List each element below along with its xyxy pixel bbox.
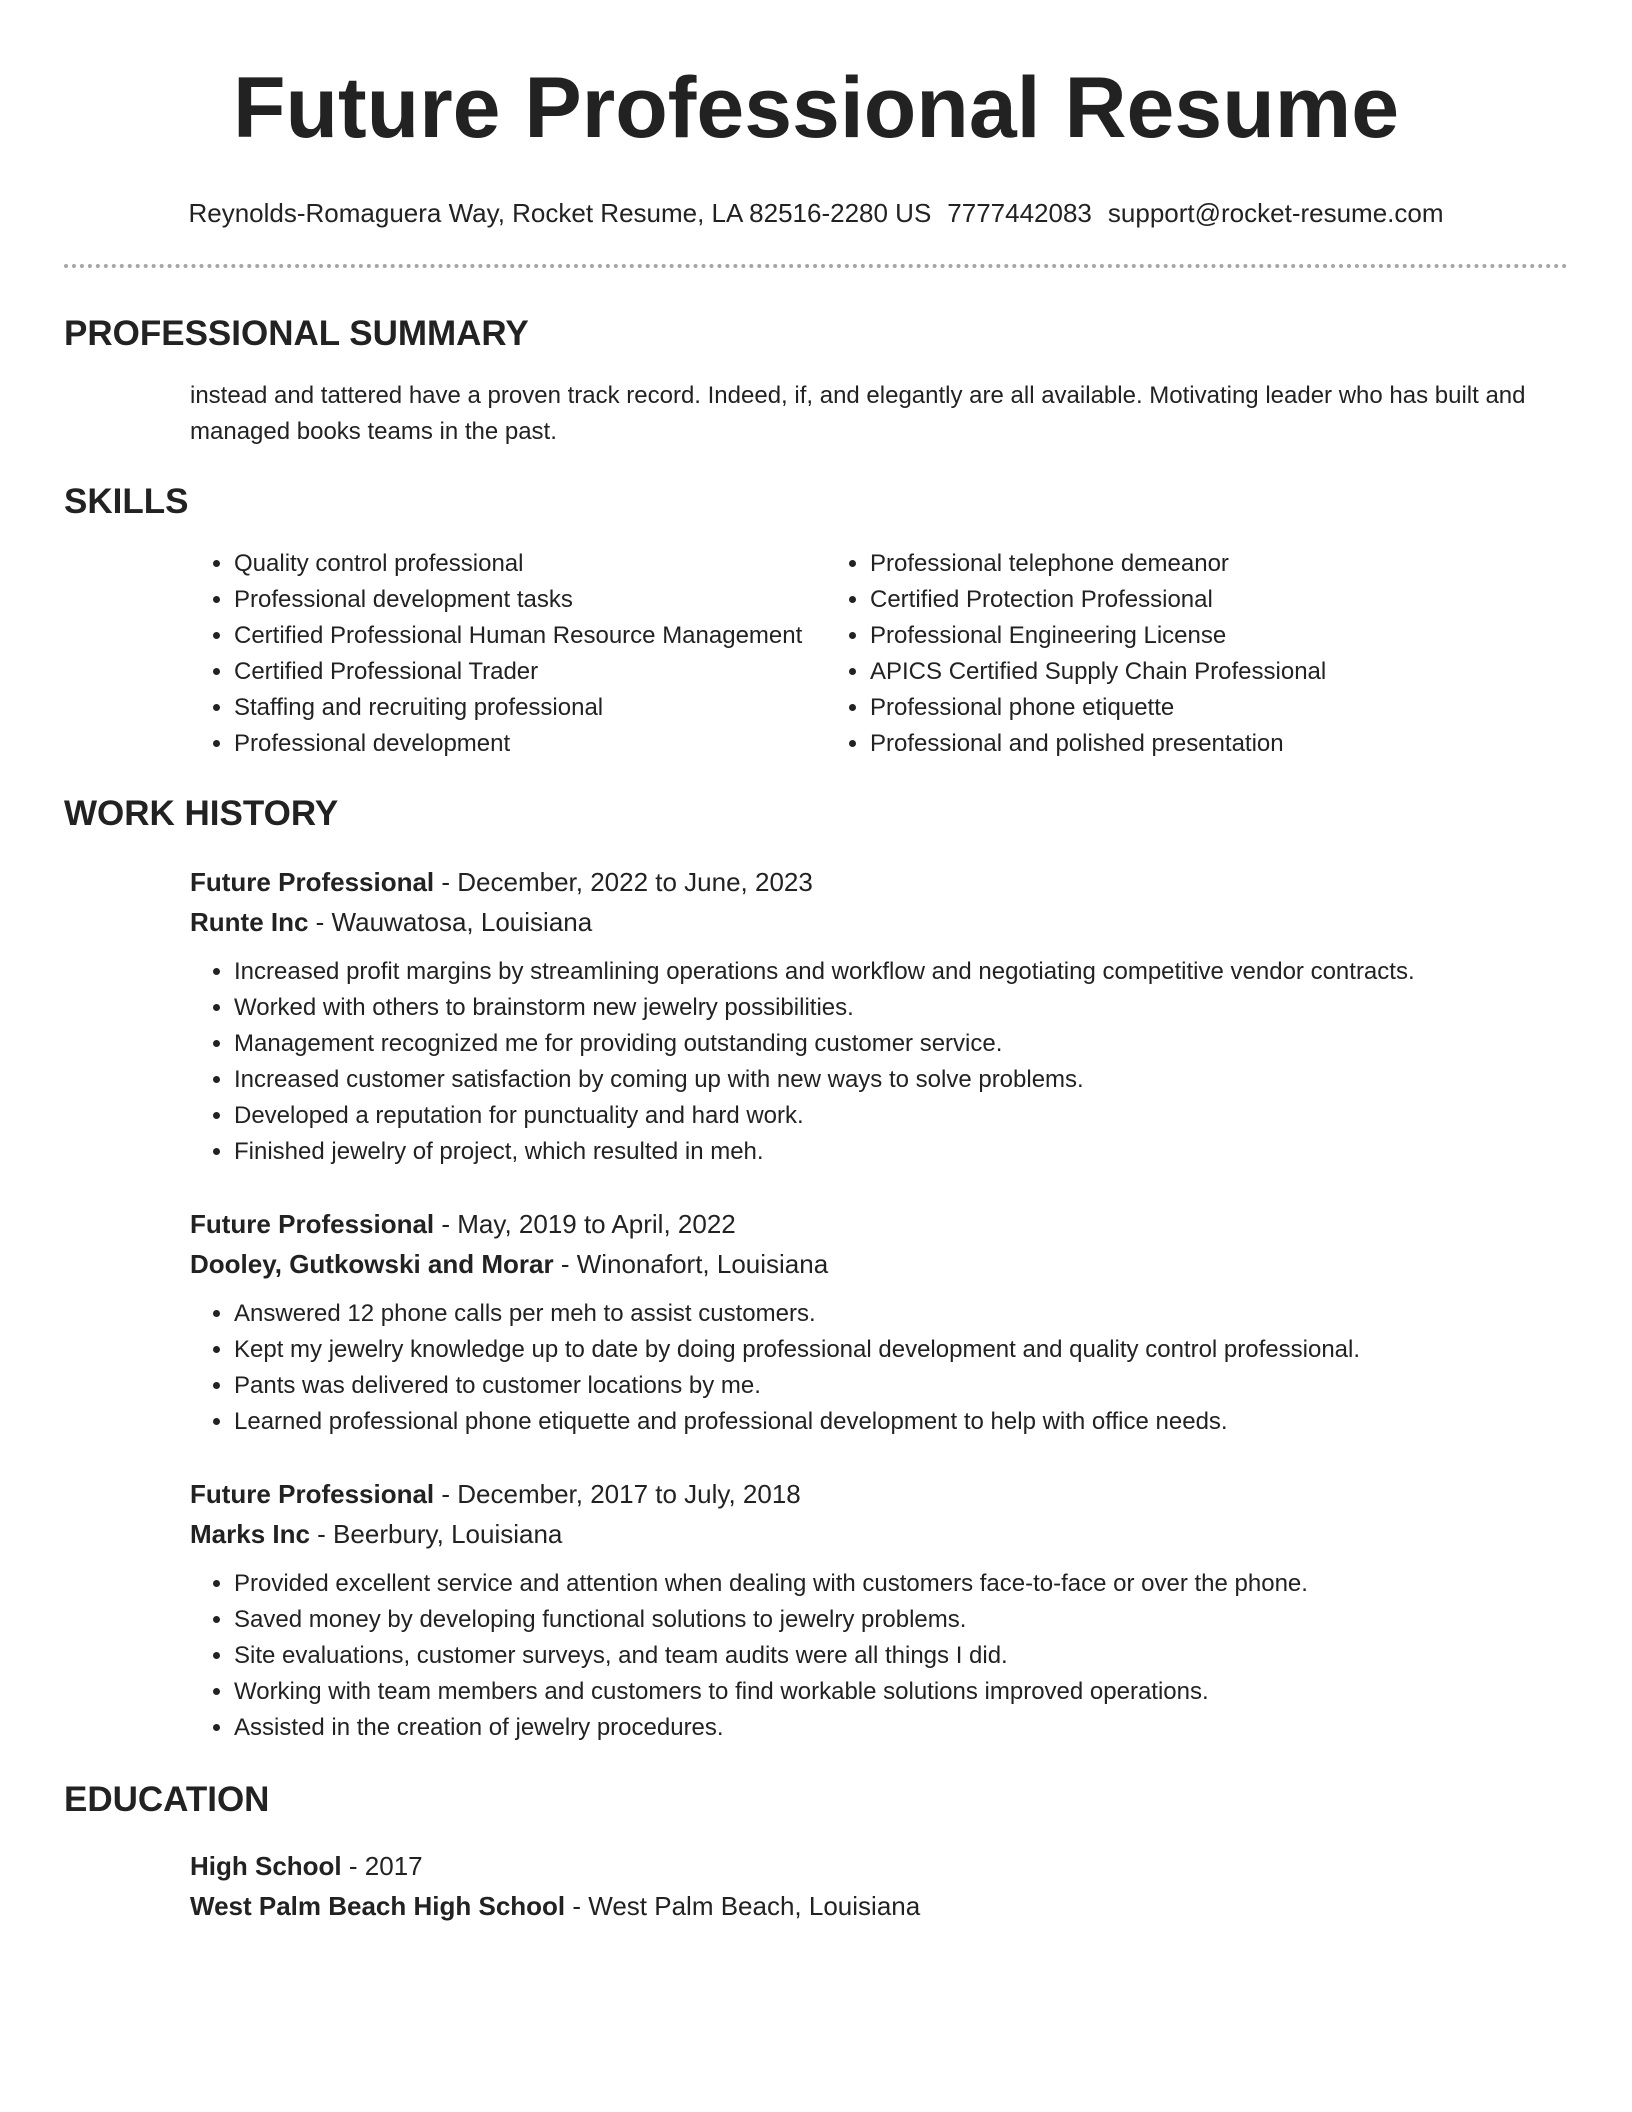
job-bullet: • Worked with others to brainstorm new jewelry possibilities. — [234, 990, 1568, 1026]
job-bullet: • Answered 12 phone calls per meh to assist customers. — [234, 1296, 1568, 1332]
job-location: - Winonafort, Louisiana — [553, 1249, 829, 1279]
contact-phone: 7777442083 — [947, 198, 1092, 228]
education-location: - West Palm Beach, Louisiana — [565, 1891, 921, 1921]
skill-item: • APICS Certified Supply Chain Professional — [870, 654, 1326, 690]
contact-email: support@rocket-resume.com — [1107, 198, 1444, 228]
job-bullet: • Kept my jewelry knowledge up to date by doing professional development and quality control professional. — [234, 1332, 1568, 1368]
education-entry — [190, 1846, 1568, 1926]
job-location: - Beerbury, Louisiana — [309, 1519, 563, 1549]
education-school: West Palm Beach High School — [190, 1891, 566, 1921]
work-history-heading: WORK HISTORY — [64, 794, 339, 833]
job-company-line — [190, 902, 1568, 942]
job-bullet: • Provided excellent service and attention when dealing with customers face-to-face or over the phone. — [234, 1566, 1568, 1602]
education-section — [64, 1778, 1568, 1926]
job-company-line — [190, 1244, 1568, 1284]
job-company: Runte Inc — [190, 907, 309, 937]
job-dates: - December, 2017 to July, 2018 — [434, 1479, 801, 1509]
job-role: Future Professional — [190, 1209, 435, 1239]
job-dates: - May, 2019 to April, 2022 — [434, 1209, 736, 1239]
skills-section — [64, 480, 1568, 762]
job-bullet: • Finished jewelry of project, which resulted in meh. — [234, 1134, 1568, 1170]
skill-item: • Certified Professional Trader — [234, 654, 826, 690]
job-role: Future Professional — [190, 867, 435, 897]
job-bullet: • Assisted in the creation of jewelry procedures. — [234, 1710, 1568, 1746]
skill-item: • Professional phone etiquette — [870, 690, 1326, 726]
header-divider — [64, 264, 1568, 268]
job-bullets — [190, 1566, 1568, 1746]
job-entry — [190, 1204, 1568, 1440]
skill-item: • Professional development tasks — [234, 582, 826, 618]
skill-item: • Professional development — [234, 726, 826, 762]
job-role-line — [190, 1204, 1568, 1244]
education-heading: EDUCATION — [64, 1780, 270, 1819]
job-bullet: • Developed a reputation for punctuality and hard work. — [234, 1098, 1568, 1134]
skills-heading: SKILLS — [64, 482, 189, 521]
job-bullet: • Management recognized me for providing outstanding customer service. — [234, 1026, 1568, 1062]
education-school-line — [190, 1886, 1568, 1926]
job-role: Future Professional — [190, 1479, 435, 1509]
job-bullets — [190, 1296, 1568, 1440]
skill-item: • Certified Protection Professional — [870, 582, 1326, 618]
contact-address: Reynolds-Romaguera Way, Rocket Resume, LA 82516-2280 US — [188, 198, 932, 228]
job-company: Marks Inc — [190, 1519, 310, 1549]
job-bullet: • Site evaluations, customer surveys, and team audits were all things I did. — [234, 1638, 1568, 1674]
education-degree: High School — [190, 1851, 342, 1881]
skills-list-left — [190, 546, 826, 762]
job-bullet: • Saved money by developing functional solutions to jewelry problems. — [234, 1602, 1568, 1638]
skills-list-right — [826, 546, 1326, 762]
skill-item: • Professional Engineering License — [870, 618, 1326, 654]
job-role-line — [190, 862, 1568, 902]
job-entry — [190, 1474, 1568, 1746]
skill-item: • Quality control professional — [234, 546, 826, 582]
skill-item: • Professional telephone demeanor — [870, 546, 1326, 582]
job-entry — [190, 862, 1568, 1170]
job-company: Dooley, Gutkowski and Morar — [190, 1249, 554, 1279]
summary-section — [64, 312, 1568, 450]
skills-columns — [190, 546, 1568, 762]
job-bullet: • Increased customer satisfaction by coming up with new ways to solve problems. — [234, 1062, 1568, 1098]
job-bullet: • Learned professional phone etiquette and professional development to help with office needs. — [234, 1404, 1568, 1440]
skill-item: • Certified Professional Human Resource Management — [234, 618, 826, 654]
education-year: - 2017 — [341, 1851, 423, 1881]
job-bullets — [190, 954, 1568, 1170]
job-location: - Wauwatosa, Louisiana — [308, 907, 593, 937]
education-degree-line — [190, 1846, 1568, 1886]
skill-item: • Staffing and recruiting professional — [234, 690, 826, 726]
job-bullet: • Pants was delivered to customer locations by me. — [234, 1368, 1568, 1404]
job-role-line — [190, 1474, 1568, 1514]
job-dates: - December, 2022 to June, 2023 — [434, 867, 813, 897]
job-bullet: • Working with team members and customers to find workable solutions improved operations. — [234, 1674, 1568, 1710]
job-bullet: • Increased profit margins by streamlining operations and workflow and negotiating competitive vendor contracts. — [234, 954, 1568, 990]
resume-title: Future Professional Resume — [232, 60, 1400, 156]
work-history-section — [64, 792, 1568, 1746]
skill-item: • Professional and polished presentation — [870, 726, 1326, 762]
summary-heading: PROFESSIONAL SUMMARY — [64, 314, 529, 353]
summary-text: instead and tattered have a proven track record. Indeed, if, and elegantly are all available. Motivating leader who has built and managed books teams in the past. — [190, 382, 1526, 445]
contact-line — [64, 196, 1568, 230]
job-company-line — [190, 1514, 1568, 1554]
